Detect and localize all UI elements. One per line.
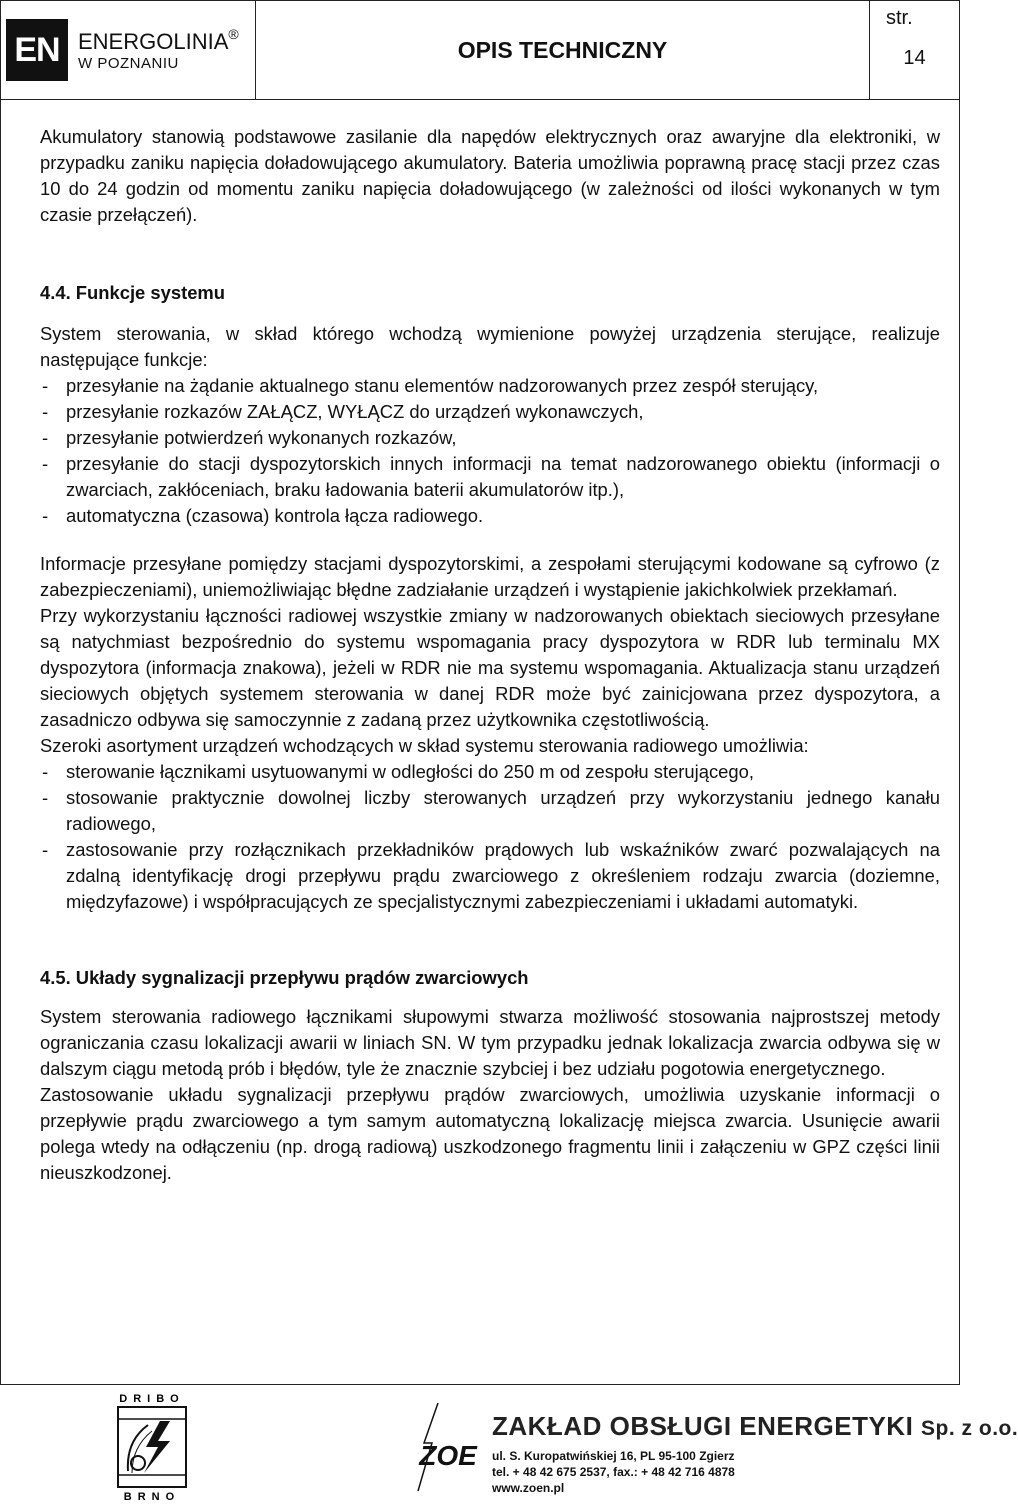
list-item: - sterowanie łącznikami usytuowanymi w odległości do 250 m od zespołu sterującego, xyxy=(40,759,940,785)
page-footer xyxy=(0,1385,1018,1507)
dribo-top-text: DRIBO xyxy=(119,1393,185,1405)
company-name-suffix: Sp. z o.o. xyxy=(921,1417,1018,1440)
list-item: - przesyłanie potwierdzeń wykonanych rozkazów, xyxy=(40,425,940,451)
section-4-4-para-3: Szeroki asortyment urządzeń wchodzących w skład systemu sterowania radiowego umożliwia: xyxy=(40,735,809,756)
page-header xyxy=(0,0,960,100)
list-item-text: automatyczna (czasowa) kontrola łącza radiowego. xyxy=(66,505,484,526)
section-4-5-para-1: System sterowania radiowego łącznikami słupowymi stwarza możliwość stosowania najprostszej metody ograniczania czasu lokalizacji awarii w liniach SN. W tym przypadku jednak lokalizacja zwarcia odbywa się w dalszym ciągu metodą prób i błędów, tyle że znacznie szybciej i bez udziału pogotowia energetycznego. xyxy=(40,1006,940,1079)
list-item: - przesyłanie do stacji dyspozytorskich innych informacji na temat nadzorowanego obiektu (informacji o zwarciach, zakłóceniach, braku ładowania baterii akumulatorów itp.), xyxy=(40,451,940,503)
page-label: str. xyxy=(886,7,913,29)
section-4-5-heading: 4.5. Układy sygnalizacji przepływu prądów zwarciowych xyxy=(40,967,529,988)
company-phone: tel. + 48 42 675 2537, fax.: + 48 42 716 4878 xyxy=(492,1465,735,1479)
section-4-4-heading: 4.4. Funkcje systemu xyxy=(40,282,226,303)
section-4-4-para-1: Informacje przesyłane pomiędzy stacjami dyspozytorskimi, a zespołami sterującymi kodowane są cyfrowo (z zabezpieczeniami), uniemożliwiając błędne zadziałanie urządzeń i wystąpienie jakichkolwiek przekłamań. xyxy=(40,553,940,600)
section-4-4-para-2: Przy wykorzystaniu łączności radiowej wszystkie zmiany w nadzorowanych obiektach sieciowych przesyłane są natychmiast bezpośrednio do systemu wspomagania pracy dyspozytora w RDR lub terminalu MX dyspozytora (informacja znakowa), jeżeli w RDR nie ma systemu wspomagania. Aktualizacja stanu urządzeń sieciowych objętych systemem sterowania w danej RDR może być zainicjowana przez dyspozytora, a zasadniczo odbywa się samoczynnie z zadaną przez użytkownika częstotliwością. xyxy=(40,605,940,730)
list-item-text: sterowanie łącznikami usytuowanymi w odległości do 250 m od zespołu sterującego, xyxy=(66,761,754,782)
lightning-icon xyxy=(144,1421,170,1473)
intro-paragraph: Akumulatory stanowią podstawowe zasilanie dla napędów elektrycznych oraz awaryjne dla elektroniki, w przypadku zaniku napięcia doładowującego akumulatory. Bateria umożliwia poprawną pracę stacji przez czas 10 do 24 godzin od momentu zaniku napięcia doładowującego (w zależności od ilości wykonanych w tym czasie przełączeń). xyxy=(40,126,940,225)
page-number: 14 xyxy=(903,47,926,69)
brand-text xyxy=(78,27,239,73)
page-number-box xyxy=(869,1,959,99)
list-item-text: przesyłanie do stacji dyspozytorskich innych informacji na temat nadzorowanego obiektu (informacji o zwarciach, zakłóceniach, braku ładowania baterii akumulatorów itp.), xyxy=(66,453,940,500)
list-item-text: stosowanie praktycznie dowolnej liczby sterowanych urządzeń przy wykorzystaniu jednego kanału radiowego, xyxy=(66,787,940,834)
list-item-text: przesyłanie rozkazów ZAŁĄCZ, WYŁĄCZ do urządzeń wykonawczych, xyxy=(66,401,644,422)
list-item-text: przesyłanie na żądanie aktualnego stanu elementów nadzorowanych przez zespół sterujący, xyxy=(66,375,819,396)
section-4-4-lead: System sterowania, w skład którego wchodzą wymienione powyżej urządzenia sterujące, realizuje następujące funkcje: xyxy=(40,323,940,370)
document-body xyxy=(40,124,940,1186)
company-website: www.zoen.pl xyxy=(492,1481,565,1495)
list-item-text: zastosowanie przy rozłącznikach przekładników prądowych lub wskaźników zwarć pozwalających na zdalną identyfikację drogi przepływu prądu zwarciowego z określeniem rodzaju zwarcia (doziemne, międzyfazowe) i współpracujących ze specjalistycznymi zabezpieczeniami i układami automatyki. xyxy=(66,839,940,912)
document-title: OPIS TECHNICZNY xyxy=(457,36,668,63)
brand-name xyxy=(78,27,239,54)
list-item-text: przesyłanie potwierdzeń wykonanych rozkazów, xyxy=(66,427,457,448)
company-address: ul. S. Kuropatwińskiej 16, PL 95-100 Zgierz xyxy=(492,1449,735,1463)
registered-mark: ® xyxy=(228,26,239,43)
brand-subtitle: W POZNANIU xyxy=(78,55,179,73)
company-name xyxy=(492,1411,1018,1442)
zoe-mark: ZOE xyxy=(419,1440,477,1471)
brand-name-text: ENERGOLINIA xyxy=(78,29,229,55)
zoe-logo xyxy=(408,1399,488,1495)
list-item: - zastosowanie przy rozłącznikach przekładników prądowych lub wskaźników zwarć pozwalających na zdalną identyfikację drogi przepływu prądu zwarciowego z określeniem rodzaju zwarcia (doziemne, międzyfazowe) i współpracujących ze specjalistycznymi zabezpieczeniami i układami automatyki. xyxy=(40,837,940,915)
brand-block xyxy=(1,1,256,99)
list-item: - stosowanie praktycznie dowolnej liczby sterowanych urządzeń przy wykorzystaniu jednego kanału radiowego, xyxy=(40,785,940,837)
company-name-main: ZAKŁAD OBSŁUGI ENERGETYKI xyxy=(492,1411,914,1441)
section-4-5-para-2: Zastosowanie układu sygnalizacji przepływu prądów zwarciowych, umożliwia uzyskanie informacji o przepływie prądu zwarciowego a tym samym automatyczną lokalizację miejsca zwarcia. Usunięcie awarii polega wtedy na odłączeniu (np. drogą radiową) uszkodzonego fragmentu linii i załączeniu w GPZ części linii nieuszkodzonej. xyxy=(40,1084,940,1183)
list-item: - przesyłanie na żądanie aktualnego stanu elementów nadzorowanych przez zespół sterujący, xyxy=(40,373,940,399)
dribo-bottom-text: BRNO xyxy=(123,1491,181,1503)
dribo-logo xyxy=(112,1391,192,1503)
list-item: - przesyłanie rozkazów ZAŁĄCZ, WYŁĄCZ do urządzeń wykonawczych, xyxy=(40,399,940,425)
list-item: - automatyczna (czasowa) kontrola łącza radiowego. xyxy=(40,503,940,529)
en-logo: EN xyxy=(6,19,68,81)
